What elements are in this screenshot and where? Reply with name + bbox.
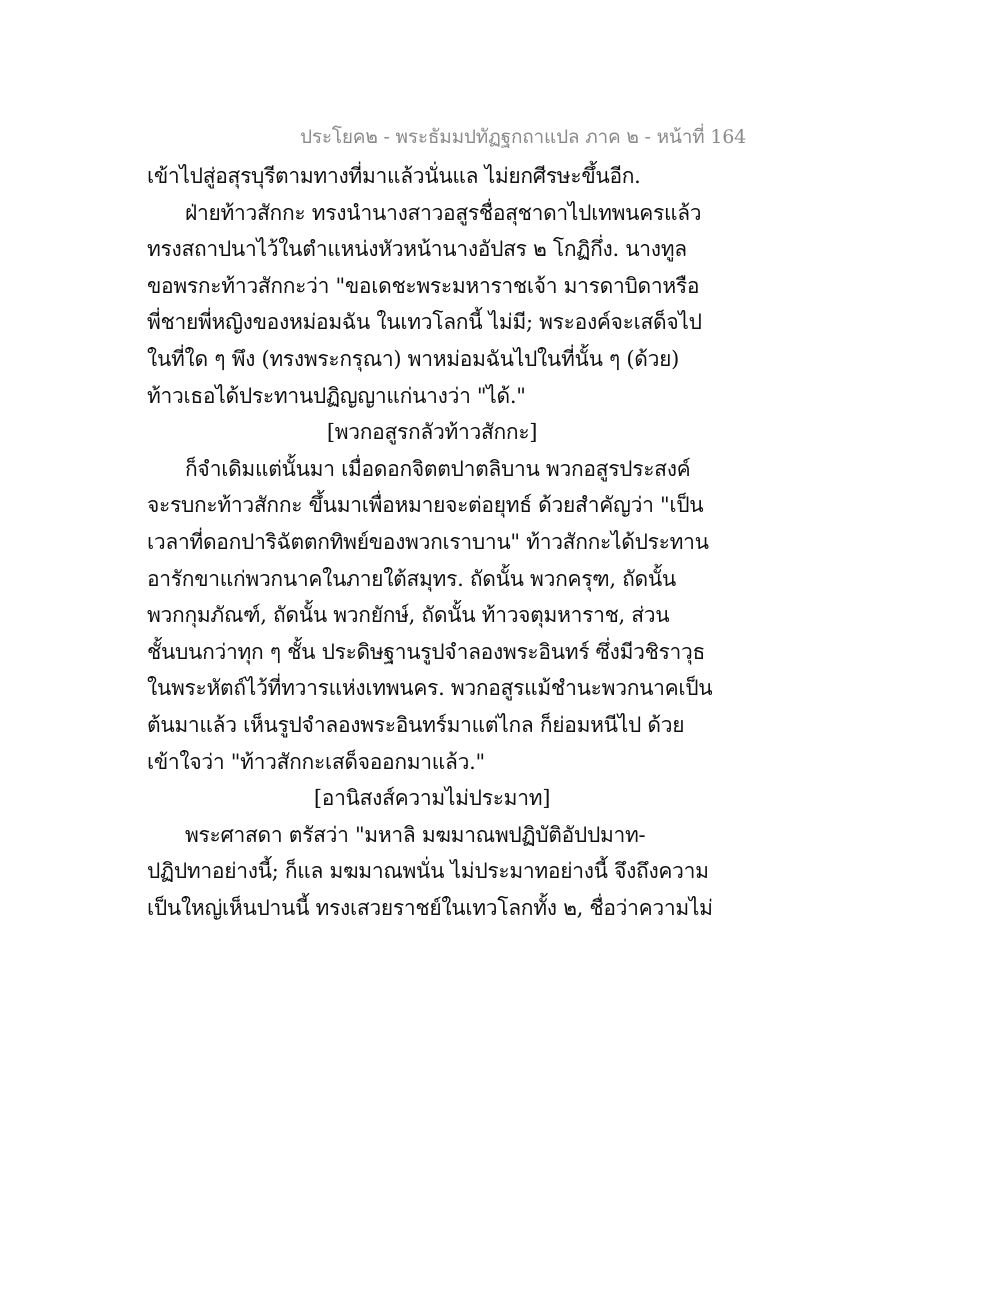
text-line: ในพระหัตถ์ไว้ที่ทวารแห่งเทพนคร. พวกอสูรแม้ชำนะพวกนาคเป็น [147,676,713,701]
section-heading: [พวกอสูรกลัวท้าวสักกะ] [326,420,538,445]
text-line: ท้าวเธอได้ประทานปฏิญญาแก่นางว่า "ได้." [147,383,526,408]
text-line: เข้าไปสู่อสุรบุรีตามทางที่มาแล้วนั่นแล ไม่ยกศีรษะขึ้นอีก. [147,164,641,188]
text-line: พระศาสดา ตรัสว่า "มหาลิ มฆมาณพปฏิบัติอัปปมาท- [185,822,646,847]
text-line: ก็จำเดิมแต่นั้นมา เมื่อดอกจิตตปาตลิบาน พวกอสูรประสงค์ [185,456,691,481]
text-line: ทรงสถาปนาไว้ในตำแหน่งหัวหน้านางอัปสร ๒ โกฏิกึ่ง. นางทูล [147,237,687,262]
text-line: เป็นใหญ่เห็นปานนี้ ทรงเสวยราชย์ในเทวโลกทั้ง ๒, ชื่อว่าความไม่ [147,895,713,920]
text-line: ในที่ใด ๆ พึง (ทรงพระกรุณา) พาหม่อมฉันไปในที่นั้น ๆ (ด้วย) [147,346,679,371]
section-heading: [อานิสงส์ความไม่ประมาท] [313,786,551,811]
text-line: อารักขาแก่พวกนาคในภายใต้สมุทร. ถัดนั้น พวกครุฑ, ถัดนั้น [147,566,676,591]
text-line: พี่ชายพี่หญิงของหม่อมฉัน ในเทวโลกนี้ ไม่มี; พระองค์จะเสด็จไป [147,310,702,335]
text-line: พวกกุมภัณฑ์, ถัดนั้น พวกยักษ์, ถัดนั้น ท้าวจตุมหาราช, ส่วน [147,603,670,628]
text-line: จะรบกะท้าวสักกะ ขึ้นมาเพื่อหมายจะต่อยุทธ์ ด้วยสำคัญว่า "เป็น [147,493,704,518]
body-text [147,158,713,926]
text-line: ปฏิปทาอย่างนี้; ก็แล มฆมาณพนั่น ไม่ประมาทอย่างนี้ จึงถึงความ [147,859,709,884]
text-line: ฝ่ายท้าวสักกะ ทรงนำนางสาวอสูรชื่อสุชาดาไปเทพนครแล้ว [185,200,702,225]
text-line: ต้นมาแล้ว เห็นรูปจำลองพระอินทร์มาแต่ไกล ก็ย่อมหนีไป ด้วย [147,712,685,737]
text-line: เวลาที่ดอกปาริฉัตตกทิพย์ของพวกเราบาน" ท้าวสักกะได้ประทาน [147,529,709,554]
text-line: ชั้นบนกว่าทุก ๆ ชั้น ประดิษฐานรูปจำลองพระอินทร์ ซึ่งมีวชิราวุธ [147,639,706,664]
text-line: ขอพรกะท้าวสักกะว่า "ขอเดชะพระมหาราชเจ้า มารดาบิดาหรือ [147,273,700,298]
running-header: ประโยค๒ - พระธัมมปทัฏฐกถาแปล ภาค ๒ - หน้าที่ 164 [300,126,746,148]
text-line: เข้าใจว่า "ท้าวสักกะเสด็จออกมาแล้ว." [147,749,485,774]
